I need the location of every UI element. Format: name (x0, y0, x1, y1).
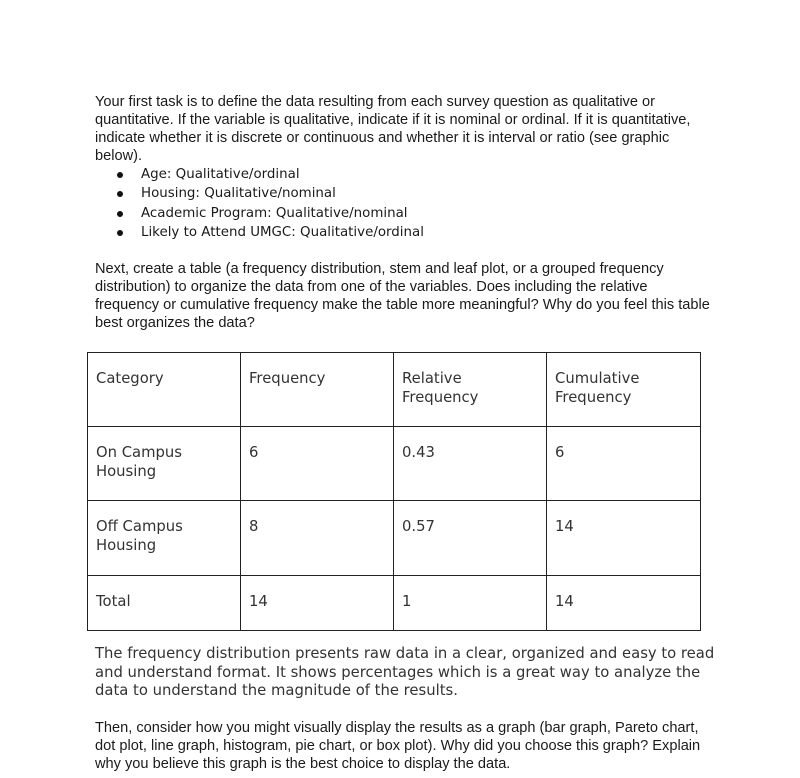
next-task-paragraph: Next, create a table (a frequency distribution, stem and leaf plot, or a grouped frequency distribution) to organize the data from one of the variables. Does including the relative frequency or cumulative frequency make the table more meaningful? Why do you feel this table best organizes the data? (95, 261, 710, 331)
table-cell: 6 (547, 427, 701, 501)
table-cell: Off Campus Housing (88, 501, 241, 576)
table-cell: Total (88, 576, 241, 631)
variable-classification-list (116, 165, 424, 242)
list-item: Age: Qualitative/ordinal (116, 165, 424, 184)
table-cell: 6 (241, 427, 394, 501)
table-row (88, 427, 701, 501)
table-row (88, 501, 701, 576)
header-cell-frequency: Frequency (241, 353, 394, 427)
graph-task-paragraph: Then, consider how you might visually display the results as a graph (bar graph, Pareto chart, dot plot, line graph, histogram, pie chart, or box plot). Why did you choose this graph? Explain why you believe this graph is the best choice to display the data. (95, 720, 701, 772)
list-item: Academic Program: Qualitative/nominal (116, 204, 424, 223)
frequency-distribution-table (87, 352, 701, 631)
table-cell: On Campus Housing (88, 427, 241, 501)
list-item: Housing: Qualitative/nominal (116, 184, 424, 203)
intro-paragraph: Your first task is to define the data resulting from each survey question as qualitative or quantitative. If the variable is qualitative, indicate if it is nominal or ordinal. If it is quantitative, indicate whether it is discrete or continuous and whether it is interval or ratio (see graphic below). (95, 94, 691, 164)
header-cell-category: Category (88, 353, 241, 427)
list-item: Likely to Attend UMGC: Qualitative/ordinal (116, 223, 424, 242)
table-row-total (88, 576, 701, 631)
table-cell: 0.43 (394, 427, 547, 501)
table-cell: 1 (394, 576, 547, 631)
table-cell: 14 (241, 576, 394, 631)
header-cell-cumulative-frequency: Cumulative Frequency (547, 353, 701, 427)
table-cell: 0.57 (394, 501, 547, 576)
table-cell: 14 (547, 501, 701, 576)
summary-paragraph: The frequency distribution presents raw data in a clear, organized and easy to read and understand format. It shows percentages which is a great way to analyze the data to understand the magnitude of the results. (95, 645, 715, 699)
table-cell: 14 (547, 576, 701, 631)
table-cell: 8 (241, 501, 394, 576)
table-header-row (88, 353, 701, 427)
header-cell-relative-frequency: Relative Frequency (394, 353, 547, 427)
